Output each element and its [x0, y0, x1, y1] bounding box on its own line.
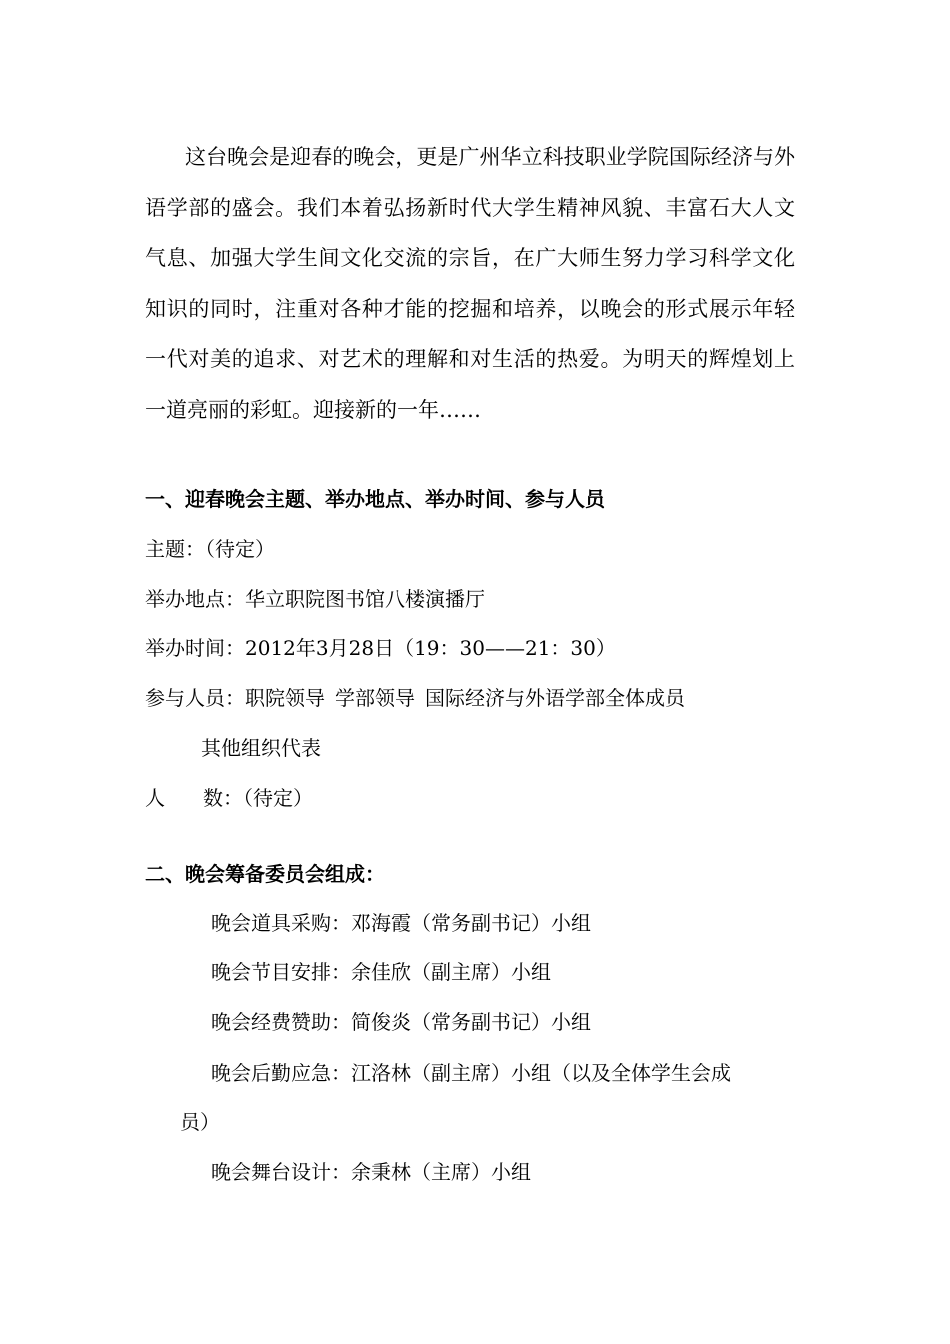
count-line	[145, 784, 313, 812]
section2-heading: 二、晚会筹备委员会组成：	[145, 862, 385, 886]
participants-more-line: 其他组织代表	[201, 736, 321, 760]
participants-label: 参与人员：	[145, 686, 245, 710]
section1-heading: 一、迎春晚会主题、举办地点、举办时间、参与人员	[145, 487, 605, 511]
committee-item: 晚会后勤应急：江洛林（副主席）小组（以及全体学生会成	[211, 1061, 731, 1085]
committee-item: 晚会节目安排：余佳欣（副主席）小组	[211, 960, 551, 984]
committee-item: 晚会经费赞助：简俊炎（常务副书记）小组	[211, 1010, 591, 1034]
participants-line	[145, 684, 685, 712]
intro-paragraph: 这台晚会是迎春的晚会，更是广州华立科技职业学院国际经济与外语学部的盛会。我们本着弘扬新时代大学生精神风貌、丰富石大人文气息、加强大学生间文化交流的宗旨，在广大师生努力学习科学文化知识的同时，注重对各种才能的挖掘和培养，以晚会的形式展示年轻一代对美的追求、对艺术的理解和对生活的热爱。为明天的辉煌划上一道亮丽的彩虹。迎接新的一年……	[145, 145, 795, 422]
time-line: 举办时间：2012年3月28日（19：30——21：30）	[145, 636, 616, 660]
participant-item: 职院领导	[245, 686, 325, 710]
committee-item: 晚会道具采购：邓海霞（常务副书记）小组	[211, 911, 591, 935]
committee-item: 晚会舞台设计：余秉林（主席）小组	[211, 1160, 531, 1184]
count-label-b: 数：（待定）	[203, 786, 313, 810]
venue-line: 举办地点：华立职院图书馆八楼演播厅	[145, 587, 485, 611]
participant-item: 学部领导	[335, 686, 415, 710]
theme-line: 主题：（待定）	[145, 537, 275, 561]
participant-item: 国际经济与外语学部全体成员	[425, 686, 685, 710]
committee-item-continuation: 员）	[180, 1110, 220, 1134]
count-label-a: 人	[145, 786, 165, 810]
